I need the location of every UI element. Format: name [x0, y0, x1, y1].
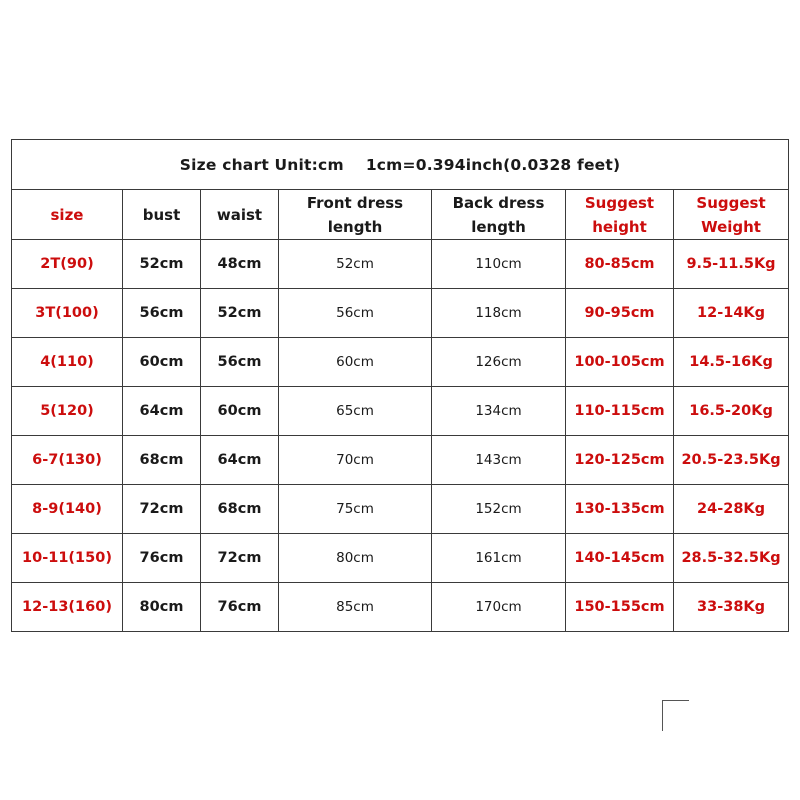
cell-size: 3T(100) [12, 289, 123, 338]
header-front-line2: length [327, 217, 383, 236]
cell-suggest-weight: 28.5-32.5Kg [674, 534, 789, 583]
cell-size: 10-11(150) [12, 534, 123, 583]
cell-size: 12-13(160) [12, 583, 123, 632]
chart-title [12, 140, 789, 190]
table-row [12, 289, 789, 338]
cell-waist: 56cm [201, 338, 279, 387]
cell-front-length: 52cm [279, 240, 432, 289]
table-row [12, 436, 789, 485]
cell-bust: 76cm [123, 534, 201, 583]
table-row [12, 485, 789, 534]
size-chart-table [11, 139, 789, 632]
cell-suggest-weight: 12-14Kg [674, 289, 789, 338]
header-front-line1: Front dress [306, 193, 404, 212]
cell-suggest-weight: 33-38Kg [674, 583, 789, 632]
header-row [12, 190, 789, 240]
cell-bust: 56cm [123, 289, 201, 338]
cell-waist: 48cm [201, 240, 279, 289]
header-bust: bust [123, 190, 201, 240]
cell-waist: 68cm [201, 485, 279, 534]
cell-waist: 60cm [201, 387, 279, 436]
cell-suggest-weight: 20.5-23.5Kg [674, 436, 789, 485]
cell-suggest-height: 100-105cm [566, 338, 674, 387]
cell-suggest-weight: 16.5-20Kg [674, 387, 789, 436]
table-row [12, 338, 789, 387]
cell-waist: 76cm [201, 583, 279, 632]
header-suggest-weight [674, 190, 789, 240]
cell-front-length: 70cm [279, 436, 432, 485]
cell-suggest-height: 90-95cm [566, 289, 674, 338]
cell-back-length: 110cm [432, 240, 566, 289]
cell-back-length: 152cm [432, 485, 566, 534]
header-weight-line1: Suggest [696, 193, 766, 212]
cell-front-length: 56cm [279, 289, 432, 338]
header-back-length [432, 190, 566, 240]
cell-suggest-weight: 9.5-11.5Kg [674, 240, 789, 289]
cell-back-length: 170cm [432, 583, 566, 632]
cell-suggest-height: 150-155cm [566, 583, 674, 632]
table-row [12, 583, 789, 632]
cell-back-length: 126cm [432, 338, 566, 387]
cell-front-length: 60cm [279, 338, 432, 387]
cell-suggest-height: 140-145cm [566, 534, 674, 583]
cell-suggest-height: 110-115cm [566, 387, 674, 436]
cell-back-length: 161cm [432, 534, 566, 583]
cell-bust: 60cm [123, 338, 201, 387]
cell-waist: 72cm [201, 534, 279, 583]
cell-bust: 68cm [123, 436, 201, 485]
table-row [12, 240, 789, 289]
cell-front-length: 85cm [279, 583, 432, 632]
cell-waist: 52cm [201, 289, 279, 338]
header-height-line1: Suggest [584, 193, 655, 212]
cell-size: 8-9(140) [12, 485, 123, 534]
cell-bust: 80cm [123, 583, 201, 632]
title-unit-text: Size chart Unit:cm [179, 155, 344, 174]
header-front-length [279, 190, 432, 240]
header-height-line2: height [592, 217, 647, 236]
cell-waist: 64cm [201, 436, 279, 485]
header-suggest-height [566, 190, 674, 240]
cell-front-length: 65cm [279, 387, 432, 436]
cell-back-length: 118cm [432, 289, 566, 338]
cell-front-length: 80cm [279, 534, 432, 583]
cell-bust: 72cm [123, 485, 201, 534]
cell-suggest-height: 130-135cm [566, 485, 674, 534]
cell-back-length: 143cm [432, 436, 566, 485]
header-back-line1: Back dress [452, 193, 545, 212]
cell-suggest-height: 120-125cm [566, 436, 674, 485]
table-row [12, 387, 789, 436]
corner-mark [662, 700, 689, 731]
cell-size: 2T(90) [12, 240, 123, 289]
cell-front-length: 75cm [279, 485, 432, 534]
cell-size: 6-7(130) [12, 436, 123, 485]
cell-size: 5(120) [12, 387, 123, 436]
cell-back-length: 134cm [432, 387, 566, 436]
cell-suggest-weight: 24-28Kg [674, 485, 789, 534]
header-size: size [12, 190, 123, 240]
header-waist: waist [201, 190, 279, 240]
cell-bust: 52cm [123, 240, 201, 289]
header-weight-line2: Weight [701, 217, 761, 236]
cell-suggest-height: 80-85cm [566, 240, 674, 289]
title-conversion-text: 1cm=0.394inch(0.0328 feet) [365, 155, 621, 174]
cell-size: 4(110) [12, 338, 123, 387]
cell-bust: 64cm [123, 387, 201, 436]
cell-suggest-weight: 14.5-16Kg [674, 338, 789, 387]
header-back-line2: length [471, 217, 526, 236]
table-row [12, 534, 789, 583]
